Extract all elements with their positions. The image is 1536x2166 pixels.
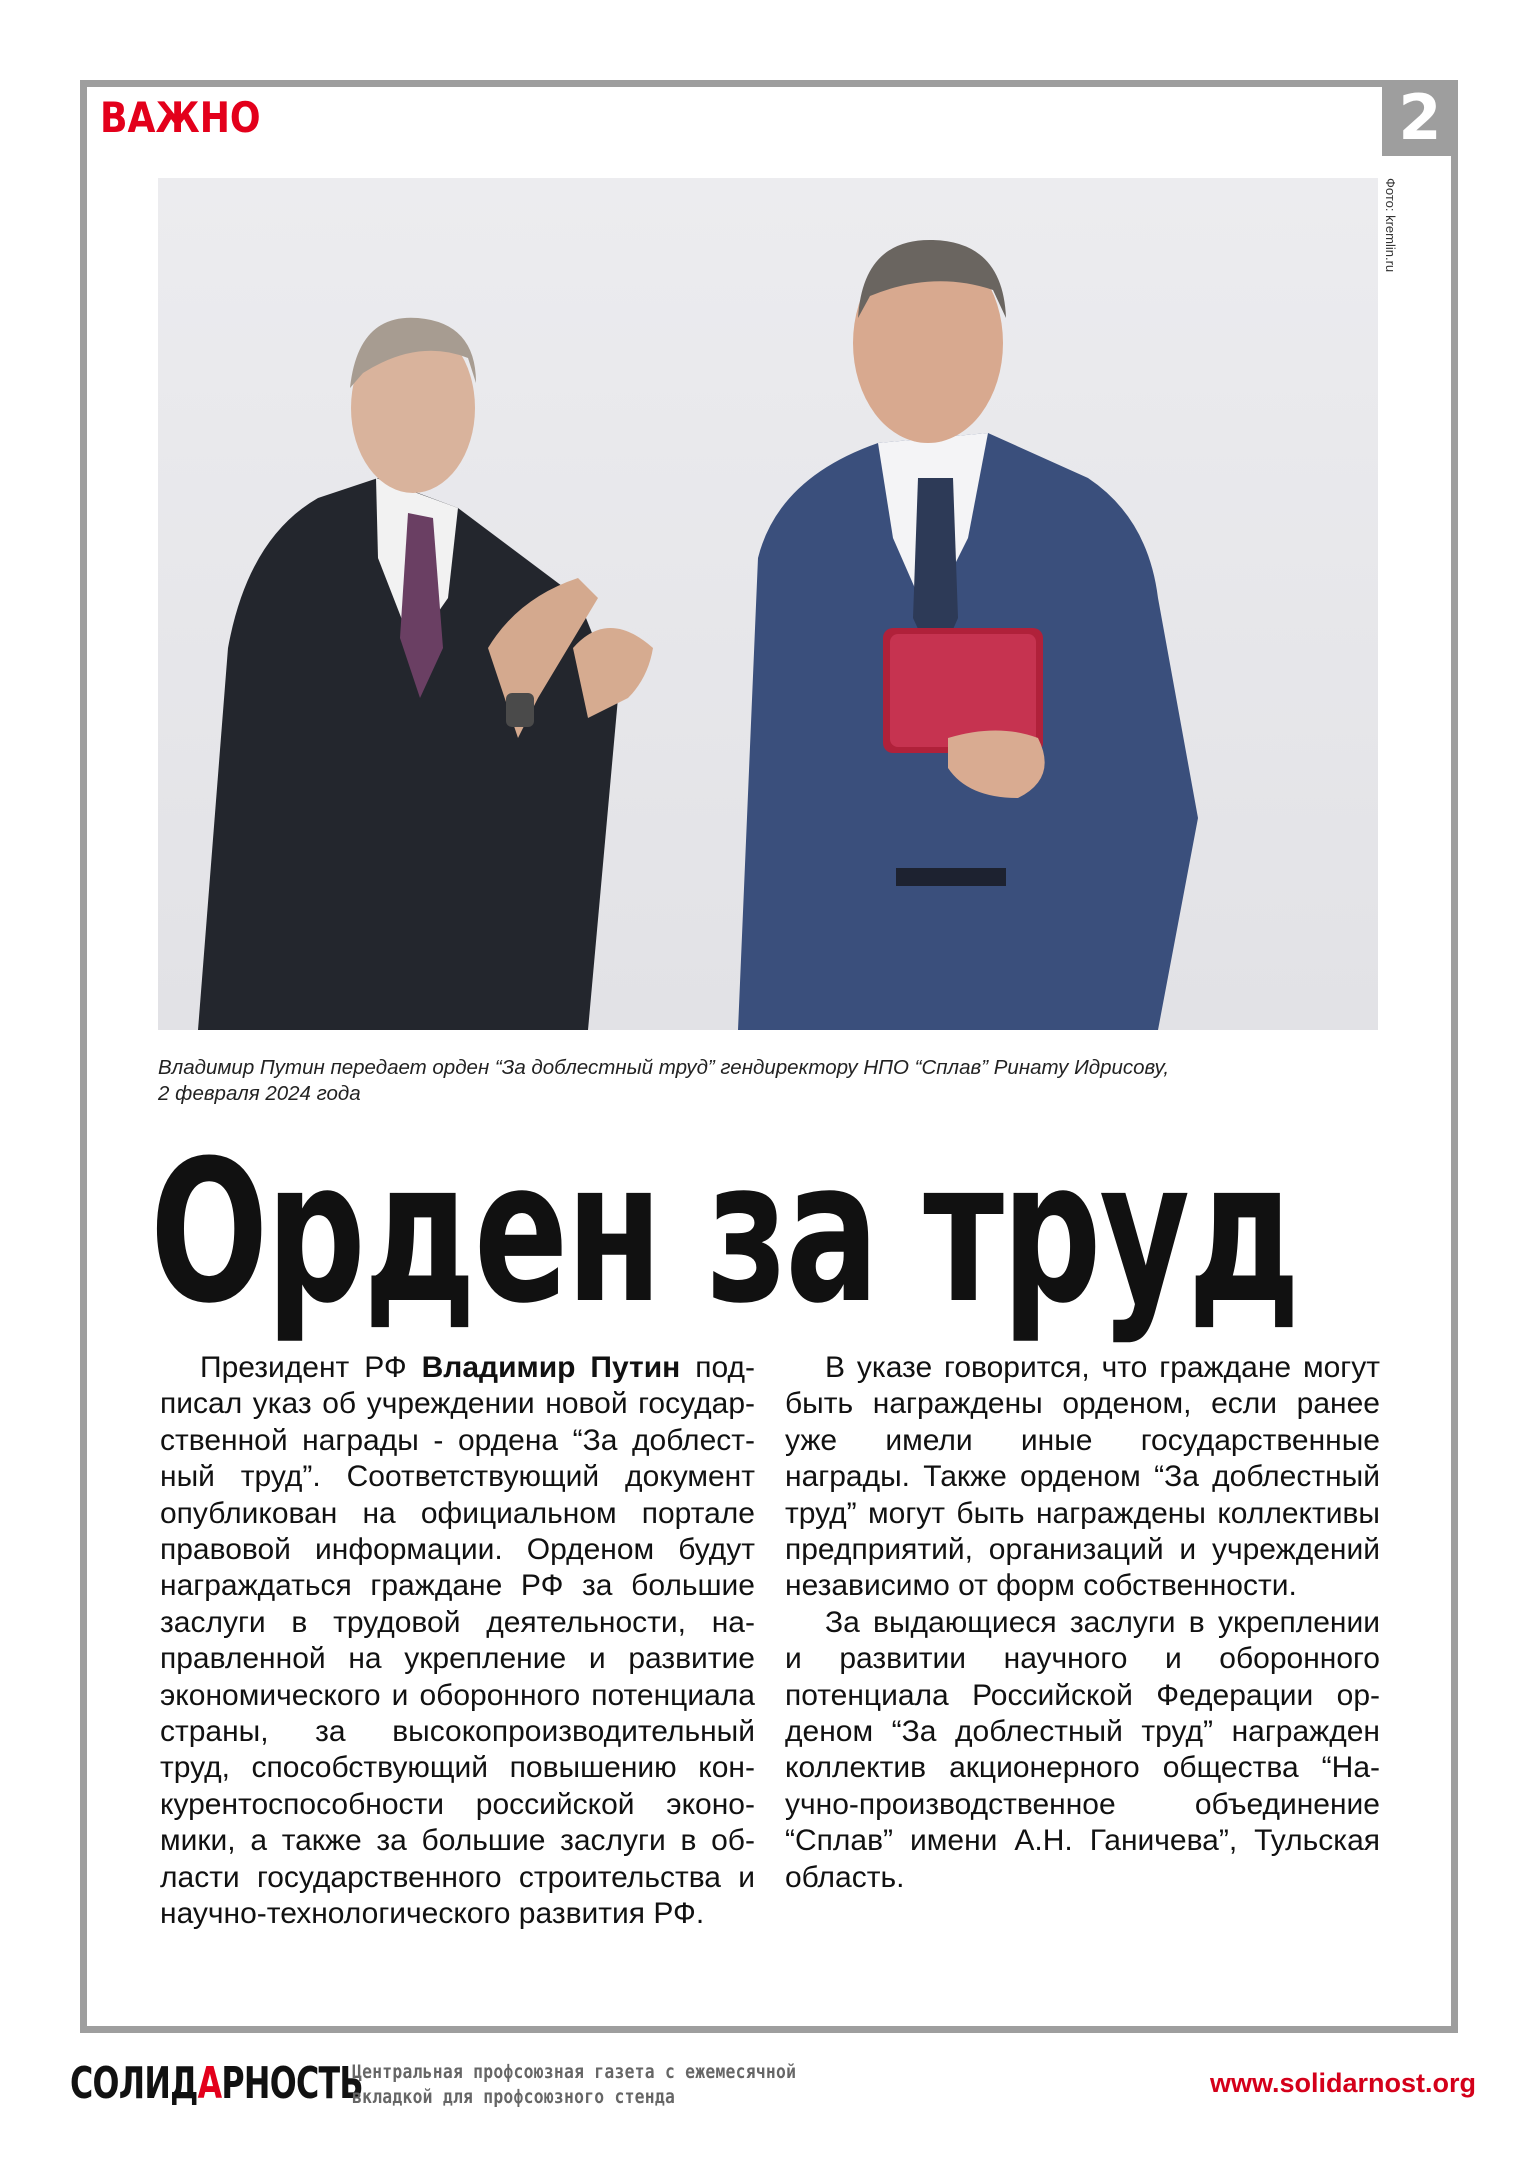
caption-line: Владимир Путин передает орден “За доблестный труд” гендиректору НПО “Сплав” Ринату Идрисову, <box>158 1056 1170 1079</box>
article-paragraph <box>160 1350 755 1933</box>
logo-text: СОЛИД <box>70 2058 198 2109</box>
photo-caption <box>158 1055 1378 1107</box>
logo-text: РНОСТЬ <box>221 2058 363 2109</box>
article-photo <box>158 178 1378 1030</box>
photo-credit-text: Фото: kremlin.ru <box>1383 178 1398 273</box>
headline: Орден за труд <box>150 1119 1299 1347</box>
footer-tagline <box>352 2060 868 2110</box>
bold-name: Владимир Путин <box>421 1351 681 1384</box>
rubric-label: ВАЖНО <box>100 93 261 142</box>
article-column-right <box>785 1350 1380 1896</box>
article-paragraph: В указе говорится, что граждане могут быть награждены орденом, если ранее уже имели иные государственные награды. Также орденом “За доблестный труд” могут быть награждены коллективы предприятий, организаций и учреждений независимо от форм собственности. <box>785 1351 1380 1603</box>
paragraph-text: Президент РФ <box>200 1351 422 1384</box>
logo-accent: А <box>197 2058 222 2109</box>
paragraph-text: подписал указ об учреждении новой государственной награды - ордена “За доблестный труд”. Соответствующий документ опубликован на официальном портале правовой информации. Орденом будут награждаться граждане РФ за большие заслуги в трудовой деятельности, направленной на укрепление и развитие экономического и оборонного потенциала страны, за высокопроизводительный труд, способствующий повышению конкурентоспособности российской экономики, а также за большие заслуги в области государственного строительства и научно-технологического развития РФ. <box>160 1351 755 1931</box>
article-paragraph: За выдающиеся заслуги в укреплении и развитии научного и оборонного потенциала Российской Федерации орденом “За доблестный труд” награжден коллектив акционерного общества “Научно-производственное объединение “Сплав” имени А.Н. Ганичева”, Тульская область. <box>785 1605 1380 1894</box>
caption-line: 2 февраля 2024 года <box>158 1082 361 1105</box>
photo-credit <box>1378 178 1402 378</box>
website-link[interactable]: www.solidarnost.org <box>1210 2068 1477 2098</box>
tagline-line: вкладкой для профсоюзного стенда <box>352 2086 676 2108</box>
article-column-left <box>160 1350 755 1933</box>
tagline-line: Центральная профсоюзная газета с ежемесячной <box>352 2061 797 2083</box>
page-number: 2 <box>1382 80 1458 156</box>
newspaper-logo[interactable] <box>70 2058 363 2112</box>
